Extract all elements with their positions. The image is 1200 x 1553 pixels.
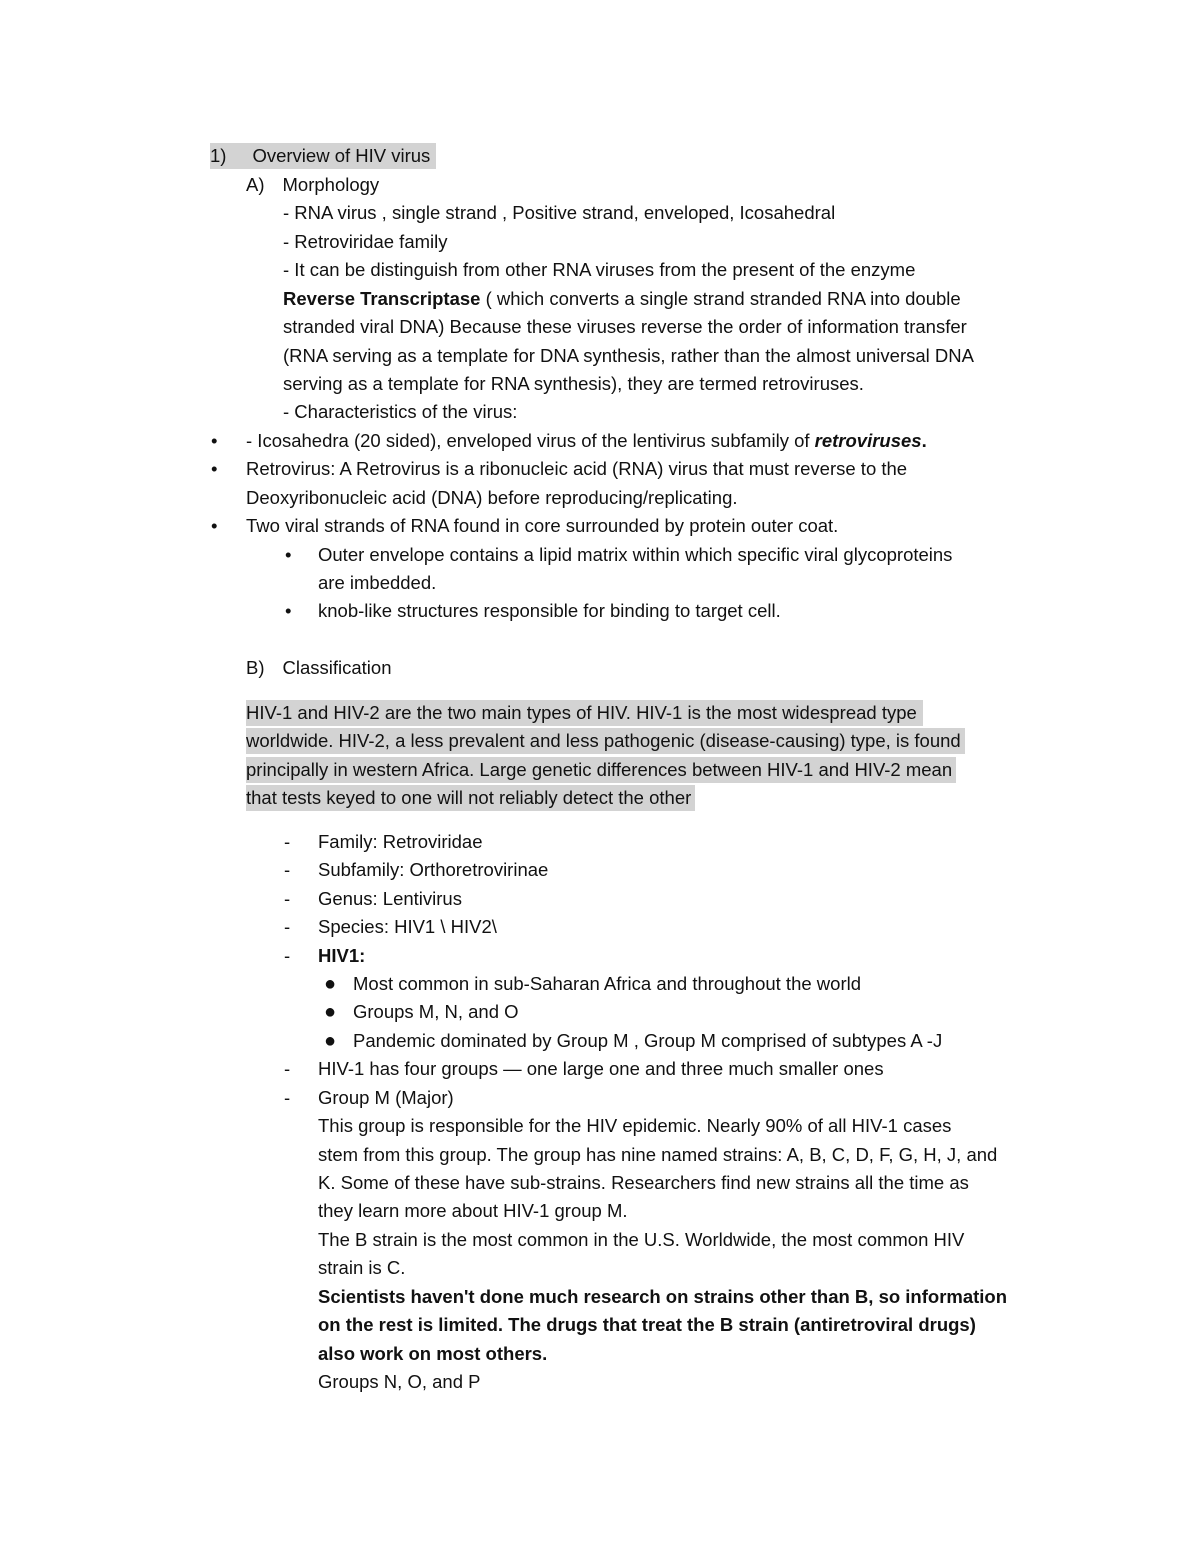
bold-line-2: on the rest is limited. The drugs that treat the B strain (antiretroviral drugs) [318, 1314, 976, 1335]
bullet-1-end: . [921, 430, 927, 451]
bullet-item-2-line-2: Deoxyribonucleic acid (DNA) before reproducing/replicating. [246, 487, 738, 508]
bullet-1-italic: retroviruses [814, 430, 922, 451]
dot-bullet-icon: ● [324, 973, 337, 995]
dash-marker: - [284, 945, 291, 966]
classification-heading [246, 655, 392, 681]
dot-bullet-icon: ● [324, 1001, 337, 1023]
group-m-line-4: they learn more about HIV-1 group M. [318, 1200, 628, 1221]
highlight-line-4: that tests keyed to one will not reliably detect the other [246, 785, 695, 811]
rt-line [283, 286, 961, 312]
bold-line-3: also work on most others. [318, 1343, 548, 1364]
subsection-title: Classification [282, 657, 392, 678]
dash-marker: - [284, 1087, 291, 1108]
sub-bullet-1-line-1: Outer envelope contains a lipid matrix within which specific viral glycoproteins [318, 544, 953, 565]
rt-line-3: (RNA serving as a template for DNA synthesis, rather than the almost universal DNA [283, 345, 974, 366]
hiv1-bullet-1: Most common in sub-Saharan Africa and throughout the world [353, 973, 862, 994]
group-m-heading: Group M (Major) [318, 1087, 454, 1108]
subsection-label: B) [246, 657, 265, 678]
section-heading [210, 143, 436, 169]
subsection-title: Morphology [282, 174, 380, 195]
bullet-icon: • [211, 515, 218, 536]
dash-marker: - [284, 831, 291, 852]
dash-marker: - [284, 888, 291, 909]
subsection-label: A) [246, 174, 265, 195]
species-line: Species: HIV1 \ HIV2\ [318, 916, 497, 937]
section-title: Overview of HIV virus [252, 145, 431, 166]
sub-bullet-icon: • [285, 600, 292, 621]
dash-marker: - [284, 859, 291, 880]
bullet-icon: • [211, 458, 218, 479]
rt-bold: Reverse Transcriptase [283, 288, 481, 309]
highlight-line-2: worldwide. HIV-2, a less prevalent and less pathogenic (disease-causing) type, is found [246, 728, 965, 754]
hiv1-heading: HIV1: [318, 945, 366, 966]
bullet-item-2-line-1: Retrovirus: A Retrovirus is a ribonucleic acid (RNA) virus that must reverse to the [246, 458, 908, 479]
rt-line-2: stranded viral DNA) Because these viruses reverse the order of information transfer [283, 316, 967, 337]
group-m-line-6: strain is C. [318, 1257, 406, 1278]
group-m-line-5: The B strain is the most common in the U.S. Worldwide, the most common HIV [318, 1229, 965, 1250]
sub-bullet-icon: • [285, 544, 292, 565]
bold-line-1: Scientists haven't done much research on strains other than B, so information [318, 1286, 1008, 1307]
groups-nop-line: Groups N, O, and P [318, 1371, 481, 1392]
characteristics-line: - Characteristics of the virus: [283, 401, 518, 422]
rt-line-4: serving as a template for RNA synthesis), they are termed retroviruses. [283, 373, 864, 394]
morphology-heading [246, 172, 379, 198]
dash-marker: - [284, 916, 291, 937]
group-m-line-1: This group is responsible for the HIV epidemic. Nearly 90% of all HIV-1 cases [318, 1115, 952, 1136]
bullet-icon: • [211, 430, 218, 451]
family-line: Family: Retroviridae [318, 831, 483, 852]
dash-marker: - [284, 1058, 291, 1079]
dot-bullet-icon: ● [324, 1030, 337, 1052]
bullet-1-text: - Icosahedra (20 sided), enveloped virus of the lentivirus subfamily of [246, 430, 815, 451]
morph-line-2: - Retroviridae family [283, 231, 448, 252]
section-number: 1) [210, 145, 227, 166]
group-m-line-2: stem from this group. The group has nine named strains: A, B, C, D, F, G, H, J, and [318, 1144, 998, 1165]
morph-line-1: - RNA virus , single strand , Positive strand, enveloped, Icosahedral [283, 202, 836, 223]
sub-bullet-2: knob-like structures responsible for binding to target cell. [318, 600, 781, 621]
four-groups-line: HIV-1 has four groups — one large one and three much smaller ones [318, 1058, 884, 1079]
hiv1-bullet-2: Groups M, N, and O [353, 1001, 519, 1022]
rt-rest: ( which converts a single strand stranded RNA into double [480, 288, 961, 309]
group-m-line-3: K. Some of these have sub-strains. Researchers find new strains all the time as [318, 1172, 969, 1193]
sub-bullet-1-line-2: are imbedded. [318, 572, 437, 593]
bullet-item-3: Two viral strands of RNA found in core surrounded by protein outer coat. [246, 515, 839, 536]
highlight-line-1: HIV-1 and HIV-2 are the two main types of HIV. HIV-1 is the most widespread type [246, 700, 923, 726]
highlight-line-3: principally in western Africa. Large genetic differences between HIV-1 and HIV-2 mean [246, 757, 956, 783]
subfamily-line: Subfamily: Orthoretrovirinae [318, 859, 549, 880]
genus-line: Genus: Lentivirus [318, 888, 462, 909]
morph-line-3: - It can be distinguish from other RNA viruses from the present of the enzyme [283, 259, 916, 280]
hiv1-bullet-3: Pandemic dominated by Group M , Group M comprised of subtypes A -J [353, 1030, 943, 1051]
bullet-item-1 [246, 428, 927, 454]
